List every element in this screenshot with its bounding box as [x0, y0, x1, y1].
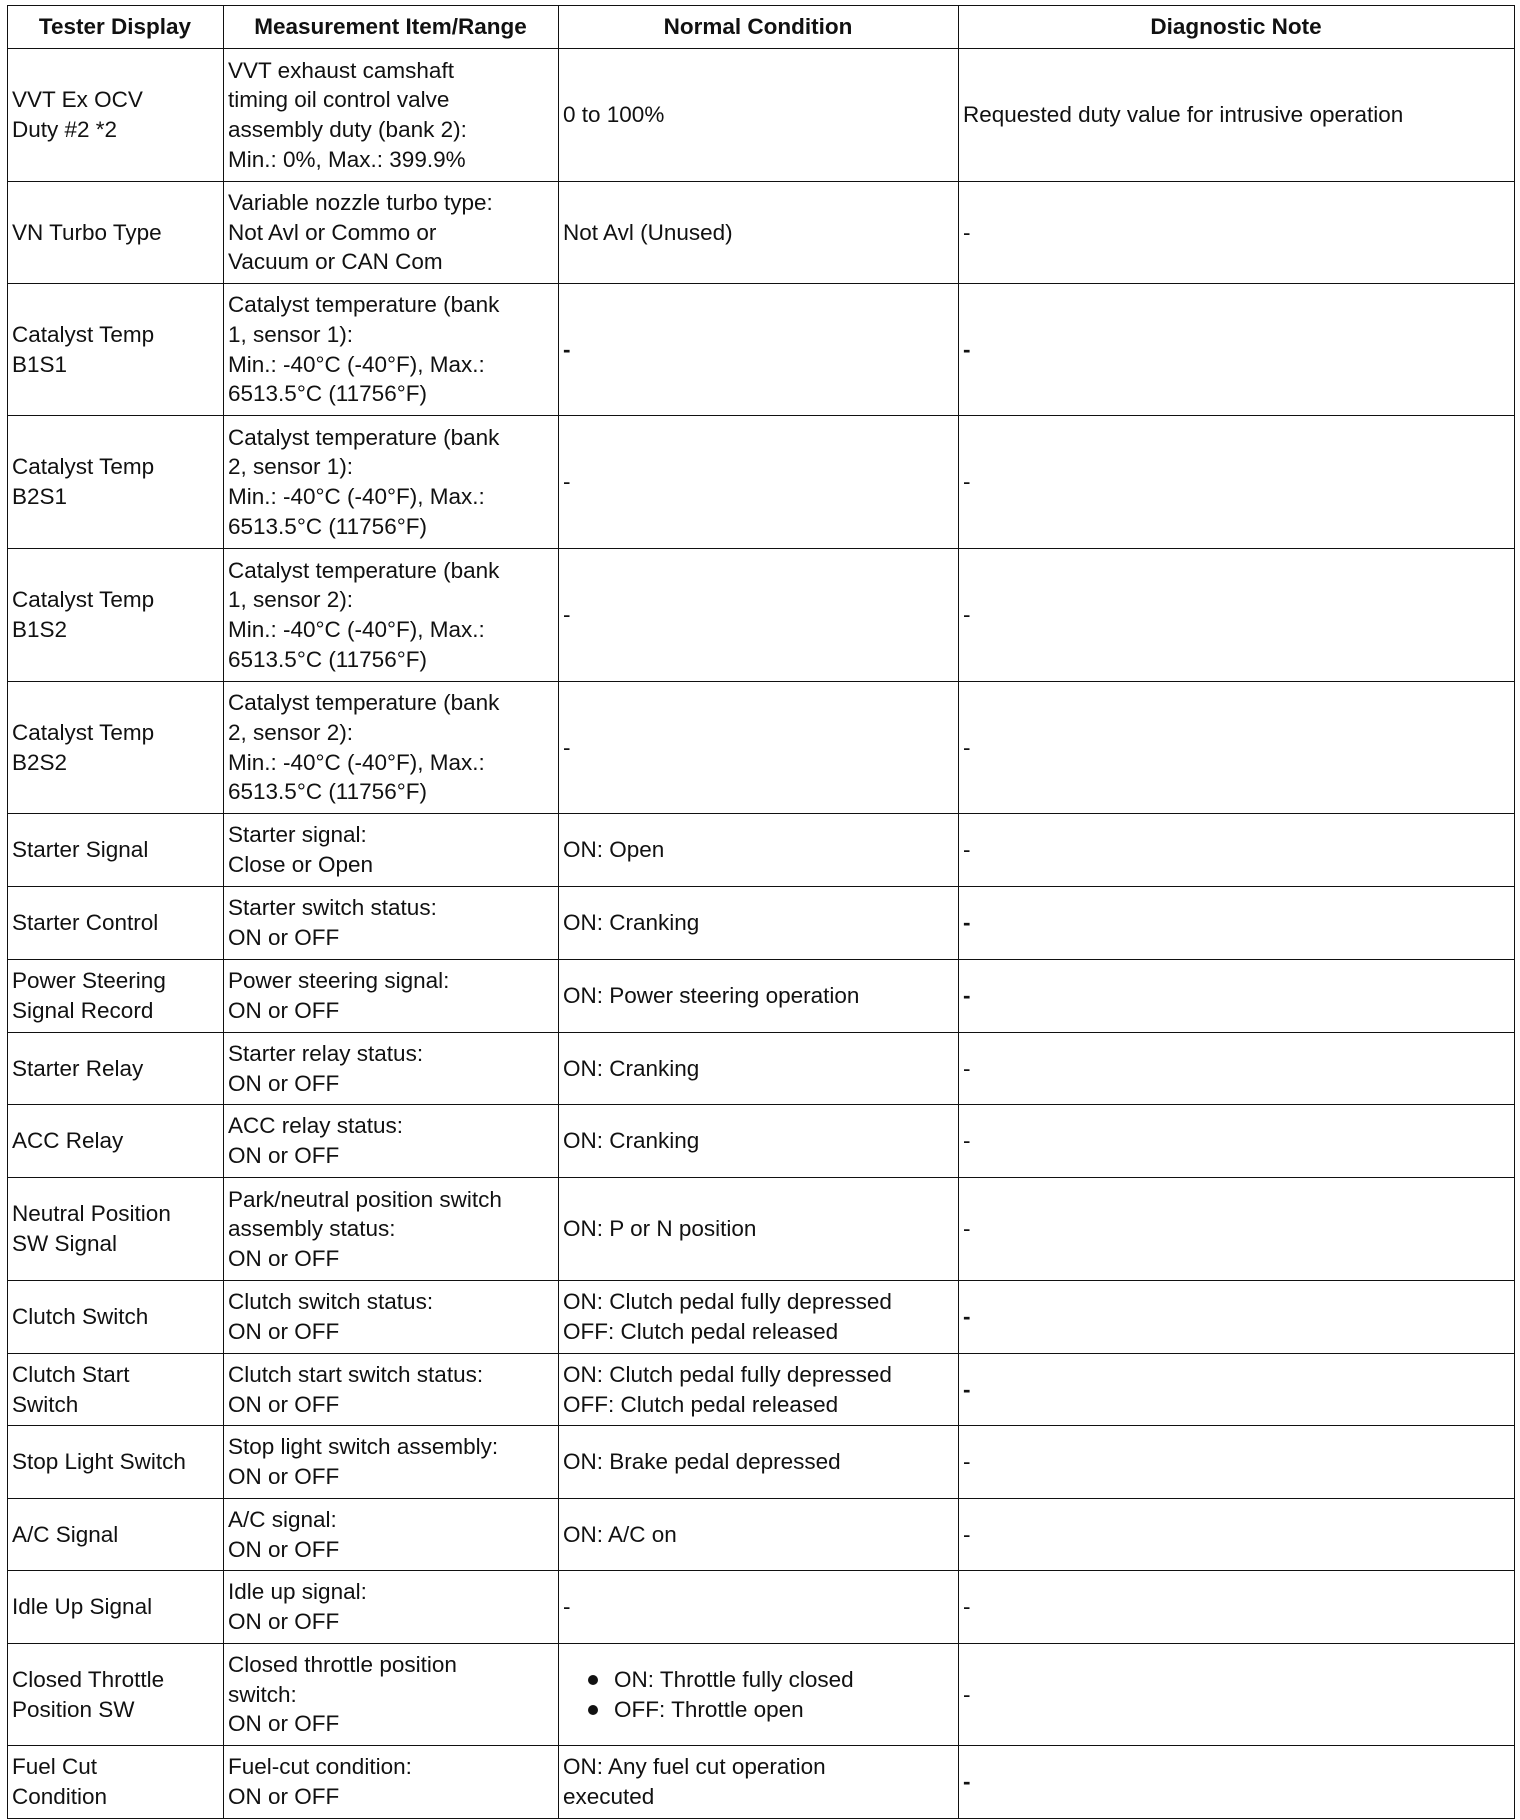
measurement-cell: ACC relay status: ON or OFF	[224, 1105, 559, 1178]
table-row	[8, 1746, 1515, 1819]
tester-display-cell: Fuel Cut Condition	[8, 1746, 224, 1819]
tester-display-cell: Catalyst Temp B1S2	[8, 549, 224, 682]
diagnostic-note-cell: -	[959, 549, 1515, 682]
tester-display-cell: Catalyst Temp B2S2	[8, 682, 224, 814]
normal-condition-bullet-list	[563, 1665, 953, 1724]
measurement-cell: A/C signal: ON or OFF	[224, 1499, 559, 1571]
diagnostic-note-cell: -	[959, 416, 1515, 549]
normal-condition-cell: -	[559, 1571, 959, 1644]
measurement-cell: Stop light switch assembly: ON or OFF	[224, 1426, 559, 1499]
table-row	[8, 682, 1515, 814]
table-row	[8, 549, 1515, 682]
table-row	[8, 1644, 1515, 1746]
header-tester-display: Tester Display	[8, 6, 224, 49]
diagnostic-note-cell: -	[959, 1499, 1515, 1571]
table-row	[8, 1281, 1515, 1354]
tester-display-cell: Idle Up Signal	[8, 1571, 224, 1644]
table-row	[8, 49, 1515, 182]
tester-display-cell: Catalyst Temp B1S1	[8, 284, 224, 416]
data-list-table	[7, 5, 1515, 1819]
normal-condition-cell: ON: Cranking	[559, 1033, 959, 1105]
tester-display-cell: Clutch Switch	[8, 1281, 224, 1354]
normal-condition-cell: ON: Cranking	[559, 887, 959, 960]
table-header-row	[8, 6, 1515, 49]
tester-display-cell: Catalyst Temp B2S1	[8, 416, 224, 549]
tester-display-cell: Closed Throttle Position SW	[8, 1644, 224, 1746]
normal-condition-cell	[559, 1644, 959, 1746]
normal-condition-cell: ON: Power steering operation	[559, 960, 959, 1033]
measurement-cell: Starter relay status: ON or OFF	[224, 1033, 559, 1105]
normal-condition-cell: 0 to 100%	[559, 49, 959, 182]
diagnostic-note-cell: -	[959, 284, 1515, 416]
bullet-item: ON: Throttle fully closed	[588, 1665, 953, 1695]
normal-condition-cell: ON: Brake pedal depressed	[559, 1426, 959, 1499]
normal-condition-cell: -	[559, 682, 959, 814]
measurement-cell: Fuel-cut condition: ON or OFF	[224, 1746, 559, 1819]
table-row	[8, 1105, 1515, 1178]
tester-display-cell: Stop Light Switch	[8, 1426, 224, 1499]
normal-condition-cell: ON: P or N position	[559, 1178, 959, 1281]
table-row	[8, 960, 1515, 1033]
normal-condition-cell: Not Avl (Unused)	[559, 182, 959, 284]
normal-condition-cell: ON: Cranking	[559, 1105, 959, 1178]
table-row	[8, 814, 1515, 887]
measurement-cell: Catalyst temperature (bank 2, sensor 2): Min.: -40°C (-40°F), Max.: 6513.5°C (11756°F)	[224, 682, 559, 814]
measurement-cell: Variable nozzle turbo type: Not Avl or Commo or Vacuum or CAN Com	[224, 182, 559, 284]
table-row	[8, 1033, 1515, 1105]
table-row	[8, 1571, 1515, 1644]
diagnostic-note-cell: -	[959, 1746, 1515, 1819]
tester-display-cell: A/C Signal	[8, 1499, 224, 1571]
diagnostic-note-cell: -	[959, 1354, 1515, 1426]
diagnostic-note-cell: -	[959, 682, 1515, 814]
normal-condition-cell: -	[559, 416, 959, 549]
normal-condition-cell: -	[559, 549, 959, 682]
measurement-cell: Catalyst temperature (bank 1, sensor 2): Min.: -40°C (-40°F), Max.: 6513.5°C (11756°F)	[224, 549, 559, 682]
measurement-cell: Clutch start switch status: ON or OFF	[224, 1354, 559, 1426]
measurement-cell: VVT exhaust camshaft timing oil control valve assembly duty (bank 2): Min.: 0%, Max.: 399.9%	[224, 49, 559, 182]
table-row	[8, 1178, 1515, 1281]
table-row	[8, 284, 1515, 416]
tester-display-cell: VVT Ex OCV Duty #2 *2	[8, 49, 224, 182]
table-row	[8, 887, 1515, 960]
diagnostic-note-cell: -	[959, 1644, 1515, 1746]
diagnostic-note-cell: -	[959, 814, 1515, 887]
diagnostic-note-cell: -	[959, 1178, 1515, 1281]
measurement-cell: Starter switch status: ON or OFF	[224, 887, 559, 960]
table-row	[8, 416, 1515, 549]
tester-display-cell: Clutch Start Switch	[8, 1354, 224, 1426]
normal-condition-cell: ON: A/C on	[559, 1499, 959, 1571]
measurement-cell: Catalyst temperature (bank 1, sensor 1): Min.: -40°C (-40°F), Max.: 6513.5°C (11756°F)	[224, 284, 559, 416]
measurement-cell: Park/neutral position switch assembly status: ON or OFF	[224, 1178, 559, 1281]
table-row	[8, 1354, 1515, 1426]
header-measurement-item: Measurement Item/Range	[224, 6, 559, 49]
table-row	[8, 1499, 1515, 1571]
diagnostic-note-cell: -	[959, 1105, 1515, 1178]
document-page	[7, 5, 1515, 1819]
tester-display-cell: VN Turbo Type	[8, 182, 224, 284]
tester-display-cell: Neutral Position SW Signal	[8, 1178, 224, 1281]
bullet-item: OFF: Throttle open	[588, 1695, 953, 1725]
diagnostic-note-cell: -	[959, 1033, 1515, 1105]
normal-condition-cell: ON: Clutch pedal fully depressed OFF: Clutch pedal released	[559, 1354, 959, 1426]
measurement-cell: Power steering signal: ON or OFF	[224, 960, 559, 1033]
table-row	[8, 1426, 1515, 1499]
diagnostic-note-cell: -	[959, 1426, 1515, 1499]
tester-display-cell: Power Steering Signal Record	[8, 960, 224, 1033]
diagnostic-note-cell: -	[959, 960, 1515, 1033]
table-row	[8, 182, 1515, 284]
tester-display-cell: Starter Control	[8, 887, 224, 960]
header-diagnostic-note: Diagnostic Note	[959, 6, 1515, 49]
header-normal-condition: Normal Condition	[559, 6, 959, 49]
normal-condition-cell: -	[559, 284, 959, 416]
measurement-cell: Idle up signal: ON or OFF	[224, 1571, 559, 1644]
normal-condition-cell: ON: Open	[559, 814, 959, 887]
measurement-cell: Closed throttle position switch: ON or OFF	[224, 1644, 559, 1746]
normal-condition-cell: ON: Any fuel cut operation executed	[559, 1746, 959, 1819]
diagnostic-note-cell: Requested duty value for intrusive operation	[959, 49, 1515, 182]
normal-condition-cell: ON: Clutch pedal fully depressed OFF: Clutch pedal released	[559, 1281, 959, 1354]
diagnostic-note-cell: -	[959, 1281, 1515, 1354]
tester-display-cell: ACC Relay	[8, 1105, 224, 1178]
diagnostic-note-cell: -	[959, 1571, 1515, 1644]
measurement-cell: Clutch switch status: ON or OFF	[224, 1281, 559, 1354]
measurement-cell: Catalyst temperature (bank 2, sensor 1): Min.: -40°C (-40°F), Max.: 6513.5°C (11756°F)	[224, 416, 559, 549]
diagnostic-note-cell: -	[959, 182, 1515, 284]
measurement-cell: Starter signal: Close or Open	[224, 814, 559, 887]
tester-display-cell: Starter Signal	[8, 814, 224, 887]
diagnostic-note-cell: -	[959, 887, 1515, 960]
tester-display-cell: Starter Relay	[8, 1033, 224, 1105]
